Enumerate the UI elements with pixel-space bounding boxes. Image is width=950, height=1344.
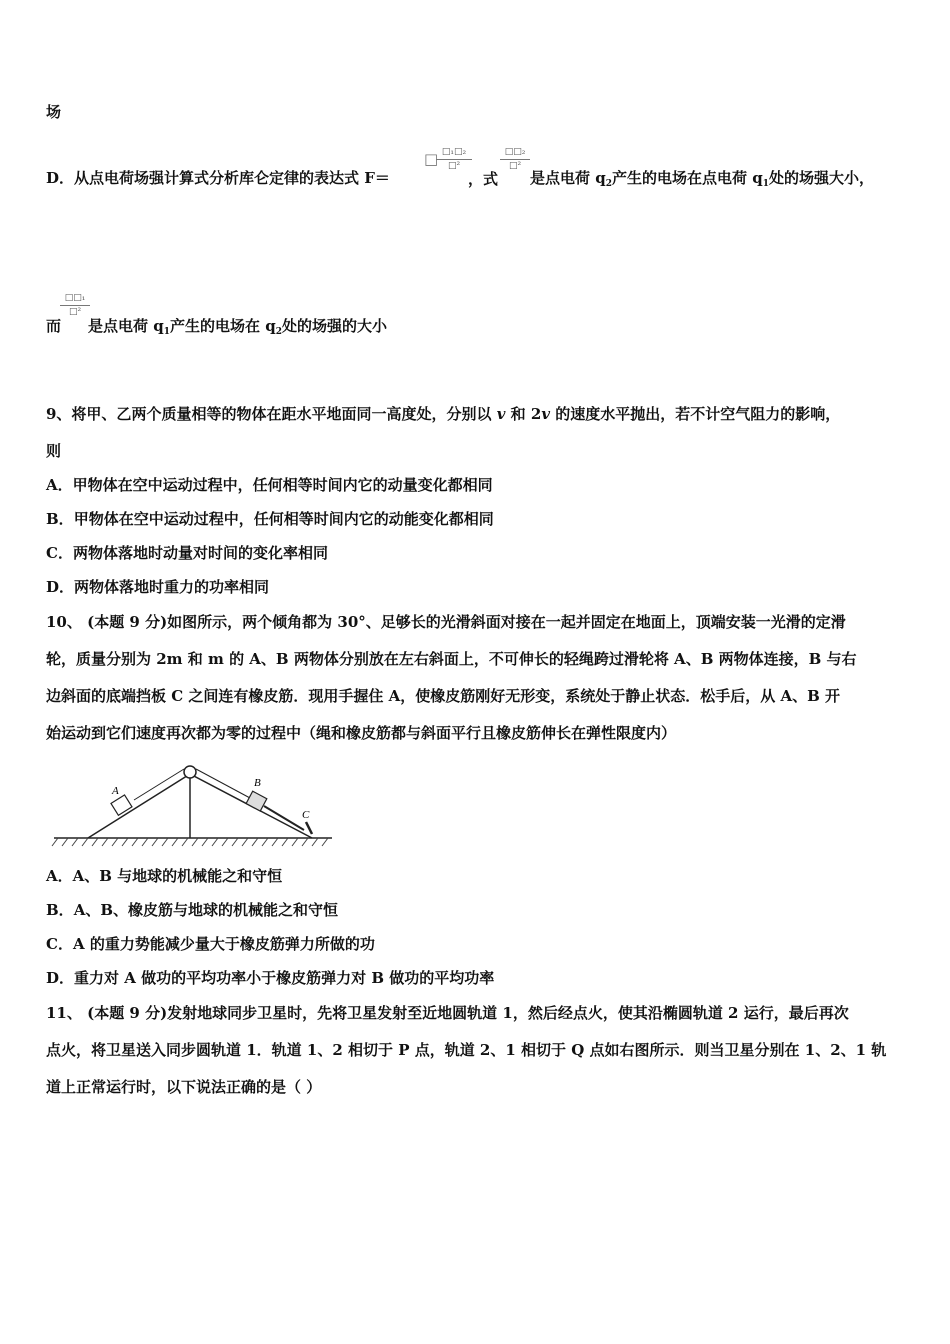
stopper-c [306,822,312,834]
label-c: C [302,809,310,821]
q8-option-d [46,168,390,188]
option-label: D． [46,169,75,187]
q10-stem-line-4: 始运动到它们速度再次都为零的过程中（绳和橡皮筋都与斜面平行且橡皮筋伸长在弹性限度内） [46,724,677,742]
rubber-band [264,806,304,830]
q10-stem-line-2: 轮，质量分别为 2m 和 m 的 A、B 两物体分别放在左右斜面上，不可伸长的轻绳跨过滑轮将 A、B 两物体连接，B 与右 [46,650,857,668]
q9-stem: 9、将甲、乙两个质量相等的物体在距水平地面同一高度处，分别以 v 和 2v 的速度水平抛出，若不计空气阻力的影响， [46,405,841,423]
q9-option-a: A．甲物体在空中运动过程中，任何相等时间内它的动量变化都相同 [46,476,493,494]
q10-option-c: C．A 的重力势能减少量大于橡皮筋弹力所做的功 [46,935,375,953]
q11-stem-line-1: 11、 (本题 9 分)发射地球同步卫星时，先将卫星发射至近地圆轨道 1，然后经点火，使其沿椭圆轨道 2 运行，最后再次 [46,1004,849,1022]
q10-option-a: A．A、B 与地球的机械能之和守恒 [46,867,283,885]
q8-d-explanation-2: 是点电荷 $q_1$产生的电场在 $q_2$处的场强的大小 [88,317,387,337]
q11-stem-line-2: 点火，将卫星送入同步圆轨道 1．轨道 1、2 相切于 P 点，轨道 2、1 相切于 Q 点如右图所示．则当卫星分别在 1、2、1 轨 [46,1041,887,1059]
q10-stem-line-1: 10、 (本题 9 分)如图所示，两个倾角都为 30°、足够长的光滑斜面对接在一起并固定在地面上，顶端安装一光滑的定滑 [46,613,846,631]
pulley-icon [184,766,196,778]
q9-stem-cont: 则 [46,442,62,460]
rope-left [134,769,184,800]
rope-right [196,769,250,798]
q10-option-b: B．A、B、橡皮筋与地球的机械能之和守恒 [46,901,339,919]
q10-stem-line-3: 边斜面的底端挡板 C 之间连有橡皮筋．现用手握住 A，使橡皮筋刚好无形变，系统处于静止状态．松手后，从 A、B 开 [46,687,841,705]
label-a: A [112,785,119,797]
option-text: 从点电荷场强计算式分析库仑定律的表达式 F＝ [74,169,390,187]
q10-option-d: D．重力对 A 做功的平均功率小于橡皮筋弹力对 B 做功的平均功率 [46,969,495,987]
ground-hatch [52,838,328,846]
q8-d-explanation: 是点电荷 $q_2$产生的电场在点电荷 $q_1$处的场强大小， [530,169,874,189]
inclined-planes-figure [50,760,340,850]
q9-option-c: C．两物体落地时动量对时间的变化率相同 [46,544,328,562]
formula-fraction-1: □₁□₂ □² [436,146,472,172]
formula-placeholder-icon: □ [424,150,439,168]
q8-d-er: 而 [46,317,62,335]
comma-text: ，式 [468,170,499,188]
formula-fraction-3: □□₁ □² [60,292,90,318]
q9-option-d: D．两物体落地时重力的功率相同 [46,578,270,596]
label-b: B [254,777,261,789]
q11-stem-line-3: 道上正常运行时，以下说法正确的是（ ） [46,1078,322,1096]
q9-option-b: B．甲物体在空中运动过程中，任何相等时间内它的动能变化都相同 [46,510,494,528]
block-b [246,791,267,811]
q8-continuation: 场 [46,103,62,121]
formula-fraction-2: □□₂ □² [500,146,530,172]
